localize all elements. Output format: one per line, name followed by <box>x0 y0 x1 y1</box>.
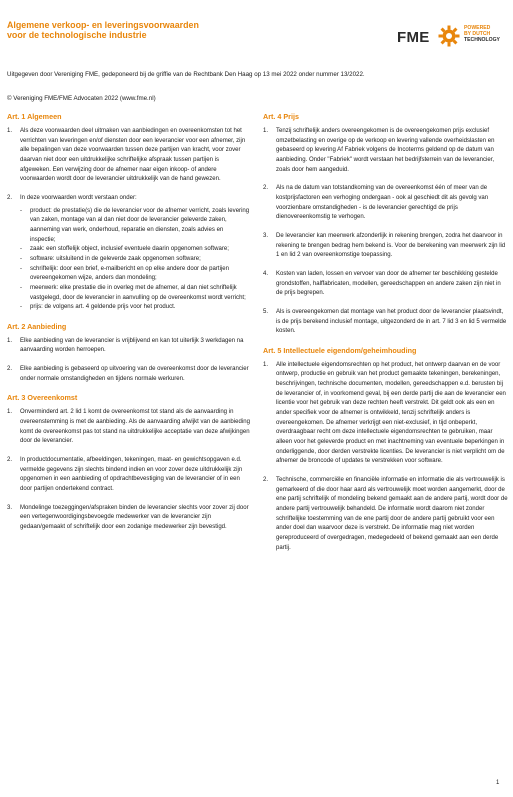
item-number: 1. <box>7 337 13 344</box>
definition-text: prijs: de volgens art. 4 geldende prijs voor het product. <box>30 304 176 311</box>
article-3-heading: Art. 3 Overeenkomst <box>7 393 78 403</box>
item-text: Alle intellectuele eigendomsrechten op het product, het ontwerp daarvan en de voor ontwerp, productie en gebruik van het product gemaakte tekeningen, berekeningen, beschrijvingen, technische documenten, modellen, gereedschappen e.d. berusten bij de leverancier of, in voorkomend geval, bij een derde partij die aan de leverancier een licentie voor het gebruik van deze rechten heeft verstrekt. Dit geldt ook als een en ander specifiek voor de afnemer is ontwikkeld, tenzij schriftelijk anders is overeengekomen. De afnemer verkrijgt een niet-exclusief, in tijd onbeperkt, overdraagbaar recht om deze intellectuele eigendomsrechten te gebruiken, maar alleen voor het geleverde product en met inachtneming van eventuele beperkingen in onderliggende, door derden verstrekte licenties. De leverancier is niet verplicht om de afnemer de broncode of updates te verstrekken voor software. <box>276 361 506 465</box>
copyright-note: © Vereniging FME/FME Advocaten 2022 (www.fme.nl) <box>7 95 156 102</box>
item-text: Technische, commerciële en financiële informatie en informatie die als vertrouwelijk is gemarkeerd of die door haar aard als vertrouwelijk moet worden aangemerkt, door de ene partij schriftelijk of mondeling bekend gemaakt aan de andere partij, wordt door de andere partij vertrouwelijk behandeld. De informatie wordt daarom niet zonder schriftelijke toestemming van de ene partij door de andere partij gebruikt voor een ander doel dan waarvoor deze is verstrekt. De informatie mag niet worden gereproduceerd of overgedragen, medegedeeld of bekend gemaakt aan een derde partij. <box>276 477 508 551</box>
definition-item: - software: uitsluitend in de geleverde zaak opgenomen software; <box>20 255 201 262</box>
item-text: De leverancier kan meerwerk afzonderlijk in rekening brengen, zodra het daarvoor in rekening te brengen bedrag hem bekend is. Voor de berekening van meerwerk zijn lid 1 en lid 2 van overeenkomstige toepassing. <box>276 232 506 259</box>
item-text: Tenzij schriftelijk anders overeengekomen is de overeengekomen prijs exclusief omzetbelasting en overige op de verkoop en levering vallende overheidslasten en gebaseerd op levering Af Fabriek volgens de Incoterms geldend op de datum van aanbieding. Onder "Fabriek" wordt verstaan het bedrijfsterrein van de leverancier, zoals door hem aangeduid. <box>276 128 495 173</box>
article-1-item-1 <box>7 127 250 185</box>
article-4-item-5 <box>263 308 509 337</box>
page-number: 1 <box>496 780 500 786</box>
article-5-item-1 <box>263 361 509 467</box>
item-text: Elke aanbieding is gebaseerd op uitvoering van de overeenkomst door de leverancier onder normale omstandigheden en tijdens normale werkuren. <box>20 366 249 382</box>
item-text: Mondelinge toezeggingen/afspraken binden de leverancier slechts voor zover zij door een vertegenwoordigingsbevoegde medewerker van de leverancier zijn gedaan/gemaakt of schriftelijk door een zodanige medewerker zijn bevestigd. <box>20 504 249 530</box>
item-text: Elke aanbieding van de leverancier is vrijblijvend en kan tot uiterlijk 3 werkdagen na aanvaarding worden herroepen. <box>20 337 244 354</box>
definition-text: software: uitsluitend in de geleverde zaak opgenomen software; <box>30 255 201 262</box>
article-3-item-2 <box>7 456 250 495</box>
definition-item: - product: de prestatie(s) die de leverancier voor de afnemer verricht, zoals levering van zaken, montage van al dan niet door de leverancier geleverde zaken, aanneming van werk, onderhoud, reparatie en diensten, zoals advies en inspectie; <box>20 207 250 243</box>
fme-logo-tagline-3: TECHNOLOGY <box>464 37 500 44</box>
fme-logo-tagline <box>464 25 500 44</box>
item-number: 1. <box>7 128 13 134</box>
definition-item: - schriftelijk: door een brief, e-mailbericht en op elke andere door de partijen overeengekomen wijze, anders dan mondeling; <box>20 265 229 282</box>
item-number: 1. <box>7 409 13 416</box>
item-text: Als is overeengekomen dat montage van het product door de leverancier plaatsvindt, is de prijs berekend inclusief montage, uitgezonderd de in art. 7 lid 3 en lid 5 vermelde kosten. <box>276 308 507 335</box>
left-column <box>7 112 250 542</box>
definition-item: - zaak: een stoffelijk object, inclusief eventuele daarin opgenomen software; <box>20 246 229 253</box>
definitions-list <box>20 207 250 313</box>
item-text: In productdocumentatie, afbeeldingen, tekeningen, maat- en gewichtsopgaven e.d. vermelde gegevens zijn slechts bindend indien en voor zover deze uitdrukkelijk zijn opgenomen in een aanbieding of opdrachtbevestiging van de leverancier of in een door partijen ondertekend contract. <box>20 457 243 493</box>
definition-text: product: de prestatie(s) die de leverancier voor de afnemer verricht, zoals levering van zaken, montage van al dan niet door de leverancier geleverde zaken, aanneming van werk, onderhoud, reparatie en diensten, zoals advies en inspectie; <box>30 207 250 243</box>
item-text: In deze voorwaarden wordt verstaan onder: <box>20 194 137 201</box>
article-4-heading: Art. 4 Prijs <box>263 112 299 121</box>
item-number: 1. <box>263 361 269 368</box>
article-4-item-4 <box>263 270 509 299</box>
item-number: 3. <box>7 504 13 511</box>
definition-item: - prijs: de volgens art. 4 geldende prijs voor het product. <box>20 304 176 311</box>
item-number: 4. <box>263 270 269 277</box>
definition-text: meerwerk: elke prestatie die in overleg met de afnemer, al dan niet schriftelijk vastgelegd, door de leverancier in aanvulling op de overeenkomst wordt verricht; <box>30 284 246 301</box>
article-4-item-1 <box>263 127 509 175</box>
right-column <box>263 112 509 562</box>
article-2-item-1 <box>7 337 250 356</box>
article-4-item-3 <box>263 232 509 261</box>
item-number: 2. <box>263 185 269 192</box>
fme-logo-tagline-1: POWERED <box>464 25 491 31</box>
gear-icon <box>437 24 461 48</box>
item-number: 2. <box>7 457 13 464</box>
article-2-item-2 <box>7 365 250 384</box>
item-text: Als na de datum van totstandkoming van de overeenkomst één of meer van de kostprijsfactoren een verhoging ondergaan - ook al geschiedt dit als gevolg van voorzienbare omstandigheden - is de leverancier gerechtigd de prijs dienovereenkomstig te verhogen. <box>276 185 489 221</box>
definition-text: zaak: een stoffelijk object, inclusief eventuele daarin opgenomen software; <box>30 246 229 253</box>
definition-item: - meerwerk: elke prestatie die in overleg met de afnemer, al dan niet schriftelijk vastgelegd, door de leverancier in aanvulling op de overeenkomst wordt verricht; <box>20 284 246 301</box>
document-title-line2: voor de technologische industrie <box>7 30 147 40</box>
article-3-item-1 <box>7 408 250 447</box>
article-1-heading: Art. 1 Algemeen <box>7 112 62 121</box>
article-4-item-2 <box>263 184 509 223</box>
document-title-line1: Algemene verkoop- en leveringsvoorwaarden <box>7 20 199 30</box>
item-number: 3. <box>263 232 269 239</box>
item-number: 5. <box>263 308 269 315</box>
fme-logo-tagline-2: BY DUTCH <box>464 31 491 38</box>
item-number: 1. <box>263 128 269 134</box>
document-title <box>7 20 307 40</box>
item-number: 2. <box>7 194 13 201</box>
fme-logo-text: FME <box>397 29 430 46</box>
definition-text: schriftelijk: door een brief, e-mailbericht en op elke andere door de partijen overeengekomen wijze, anders dan mondeling; <box>30 265 229 282</box>
item-number: 2. <box>7 366 13 373</box>
item-text: Onverminderd art. 2 lid 1 komt de overeenkomst tot stand als de aanvaarding in overeenstemming is met de aanbieding. Als de aanvaarding afwijkt van de aanbieding komt de overeenkomst pas tot stand na uitdrukkelijke acceptatie van deze afwijkingen door de leverancier. <box>20 409 250 445</box>
publication-note: Uitgegeven door Vereniging FME, gedeponeerd bij de griffie van de Rechtbank Den Haag op 13 mei 2022 onder nummer 13/2022. <box>7 71 365 78</box>
article-1-item-2 <box>7 194 250 204</box>
article-5-heading: Art. 5 Intellectuele eigendom/geheimhouding <box>263 345 417 355</box>
item-text: Kosten van laden, lossen en vervoer van door de afnemer ter beschikking gestelde grondstoffen, halffabricaten, modellen, gereedschappen en andere zaken zijn niet in de prijs begrepen. <box>276 270 501 297</box>
article-3-item-3 <box>7 504 250 533</box>
fme-logo <box>397 19 510 55</box>
item-text: Als deze voorwaarden deel uitmaken van aanbiedingen en overeenkomsten tot het verrichten van leveringen en/of diensten door een leverancier voor een afnemer, zijn alle bepalingen van deze voorwaarden tussen deze partijen van kracht, voor zover daarvan niet door een uitdrukkelijke schriftelijke afspraak tussen partijen is afgeweken. Een verwijzing door de afnemer naar eigen inkoop- of andere voorwaarden wordt door de leverancier uitdrukkelijk van de hand gewezen. <box>20 128 246 183</box>
article-2-heading: Art. 2 Aanbieding <box>7 321 67 331</box>
item-number: 2. <box>263 477 269 484</box>
article-5-item-2 <box>263 476 509 553</box>
